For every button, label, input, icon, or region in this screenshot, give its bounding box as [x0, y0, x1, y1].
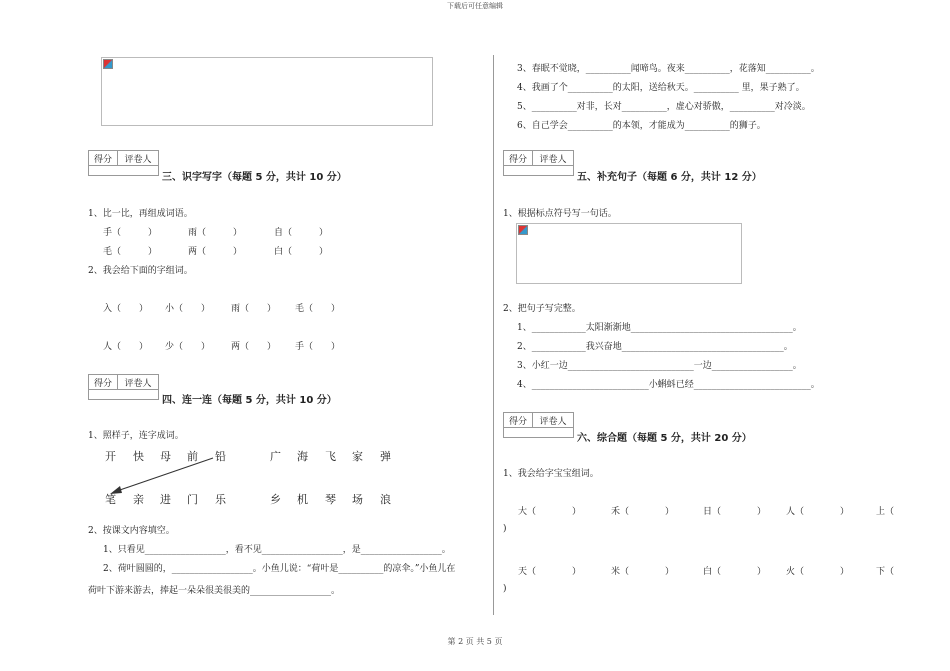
word-item: 人（ ）	[786, 507, 850, 517]
sentence-fill-line: 4、__________________________小蝌蚪已经__________________________。	[517, 380, 820, 390]
char-bottom-right-1: 机	[297, 493, 308, 506]
section-title-6: 六、综合题（每题 5 分，共计 20 分）	[577, 433, 752, 444]
compare-item: 两（ ）	[188, 247, 243, 257]
char-top-right-4: 弹	[380, 450, 391, 463]
score-label: 得分	[89, 375, 118, 390]
char-bottom-left-2: 进	[160, 493, 171, 506]
poem-fill-line: 4、我画了个__________的太阳，送给秋天。__________ 里，果子熟了。	[517, 83, 805, 93]
char-bottom-right-0: 乡	[270, 493, 281, 506]
word-item: 火（ ）	[786, 567, 850, 577]
word-item: 少（ ）	[165, 342, 211, 352]
word-item: 雨（ ）	[231, 304, 277, 314]
compare-item: 毛（ ）	[103, 247, 158, 257]
word-item: 下（	[876, 567, 895, 577]
compare-item: 白（ ）	[274, 247, 329, 257]
reviewer-label: 评卷人	[533, 151, 573, 166]
question-5-1: 1、根据标点符号写一句话。	[503, 209, 617, 219]
char-top-left-3: 前	[187, 450, 198, 463]
section-title-3: 三、识字写字（每题 5 分，共计 10 分）	[162, 172, 347, 183]
score-box-sec4	[88, 374, 159, 400]
wrap-paren: )	[503, 524, 507, 534]
question-4-1: 1、照样子，连字成词。	[88, 431, 184, 441]
char-top-right-1: 海	[297, 450, 308, 463]
score-label: 得分	[504, 151, 533, 166]
word-item: 毛（ ）	[295, 304, 341, 314]
fill-blank-line: 荷叶下游来游去，捧起一朵朵很美很美的__________________。	[88, 586, 341, 596]
char-top-left-4: 铅	[215, 450, 226, 463]
char-bottom-left-1: 亲	[133, 493, 144, 506]
reviewer-label: 评卷人	[533, 413, 573, 428]
char-top-left-0: 开	[105, 450, 116, 463]
image-placeholder-right	[516, 223, 742, 284]
char-top-right-2: 飞	[325, 450, 336, 463]
score-box-sec3	[88, 150, 159, 176]
section-title-5: 五、补充句子（每题 6 分，共计 12 分）	[577, 172, 762, 183]
compare-item: 雨（ ）	[188, 228, 243, 238]
char-bottom-left-0: 笔	[105, 493, 116, 506]
broken-image-icon	[518, 225, 528, 235]
char-bottom-right-3: 场	[352, 493, 363, 506]
char-bottom-right-4: 浪	[380, 493, 391, 506]
page-footer: 第 2 页 共 5 页	[447, 637, 503, 646]
poem-fill-line: 3、春眠不觉晓，__________闻啼鸟。夜来__________，花落知__________。	[517, 64, 820, 74]
question-5-2: 2、把句子写完整。	[503, 304, 581, 314]
score-box-sec6	[503, 412, 574, 438]
column-divider	[493, 55, 494, 615]
compare-item: 手（ ）	[103, 228, 158, 238]
word-item: 米（ ）	[611, 567, 675, 577]
char-bottom-left-3: 门	[187, 493, 198, 506]
word-item: 日（ ）	[703, 507, 767, 517]
char-bottom-right-2: 琴	[325, 493, 336, 506]
char-top-right-3: 家	[352, 450, 363, 463]
word-item: 人（ ）	[103, 342, 149, 352]
poem-fill-line: 6、自己学会__________的本领，才能成为__________的狮子。	[517, 121, 766, 131]
word-item: 禾（ ）	[611, 507, 675, 517]
broken-image-icon	[103, 59, 113, 69]
word-item: 入（ ）	[103, 304, 149, 314]
section-title-4: 四、连一连（每题 5 分，共计 10 分）	[162, 395, 337, 406]
word-item: 小（ ）	[165, 304, 211, 314]
char-top-right-0: 广	[270, 450, 281, 463]
poem-fill-line: 5、__________对非，长对__________，虚心对骄傲，__________对冷淡。	[517, 102, 811, 112]
wrap-paren: )	[503, 584, 507, 594]
fill-blank-line: 1、只看见__________________，看不见__________________，是__________________。	[103, 545, 451, 555]
score-box-sec5	[503, 150, 574, 176]
char-top-left-2: 母	[160, 450, 171, 463]
question-3-2: 2、我会给下面的字组词。	[88, 266, 193, 276]
score-label: 得分	[89, 151, 118, 166]
image-placeholder-left	[101, 57, 433, 126]
word-item: 白（ ）	[703, 567, 767, 577]
page-header: 下载后可任意编辑	[447, 2, 503, 10]
sentence-fill-line: 1、____________太阳渐渐地____________________________________。	[517, 323, 802, 333]
word-item: 两（ ）	[231, 342, 277, 352]
reviewer-label: 评卷人	[118, 375, 158, 390]
sentence-fill-line: 2、____________我兴奋地____________________________________。	[517, 342, 793, 352]
char-bottom-left-4: 乐	[215, 493, 226, 506]
word-item: 天（ ）	[518, 567, 582, 577]
char-top-left-1: 快	[133, 450, 144, 463]
compare-item: 自（ ）	[274, 228, 329, 238]
word-item: 手（ ）	[295, 342, 341, 352]
question-4-2: 2、按课文内容填空。	[88, 526, 175, 536]
question-3-1: 1、比一比，再组成词语。	[88, 209, 193, 219]
sentence-fill-line: 3、小红一边____________________________一边__________________。	[517, 361, 802, 371]
reviewer-label: 评卷人	[118, 151, 158, 166]
score-label: 得分	[504, 413, 533, 428]
word-item: 上（	[876, 507, 895, 517]
word-item: 大（ ）	[518, 507, 582, 517]
question-6-1: 1、我会给字宝宝组词。	[503, 469, 599, 479]
fill-blank-line: 2、荷叶圆圆的，__________________。小鱼儿说：“荷叶是__________的凉伞。”小鱼儿在	[103, 564, 456, 574]
